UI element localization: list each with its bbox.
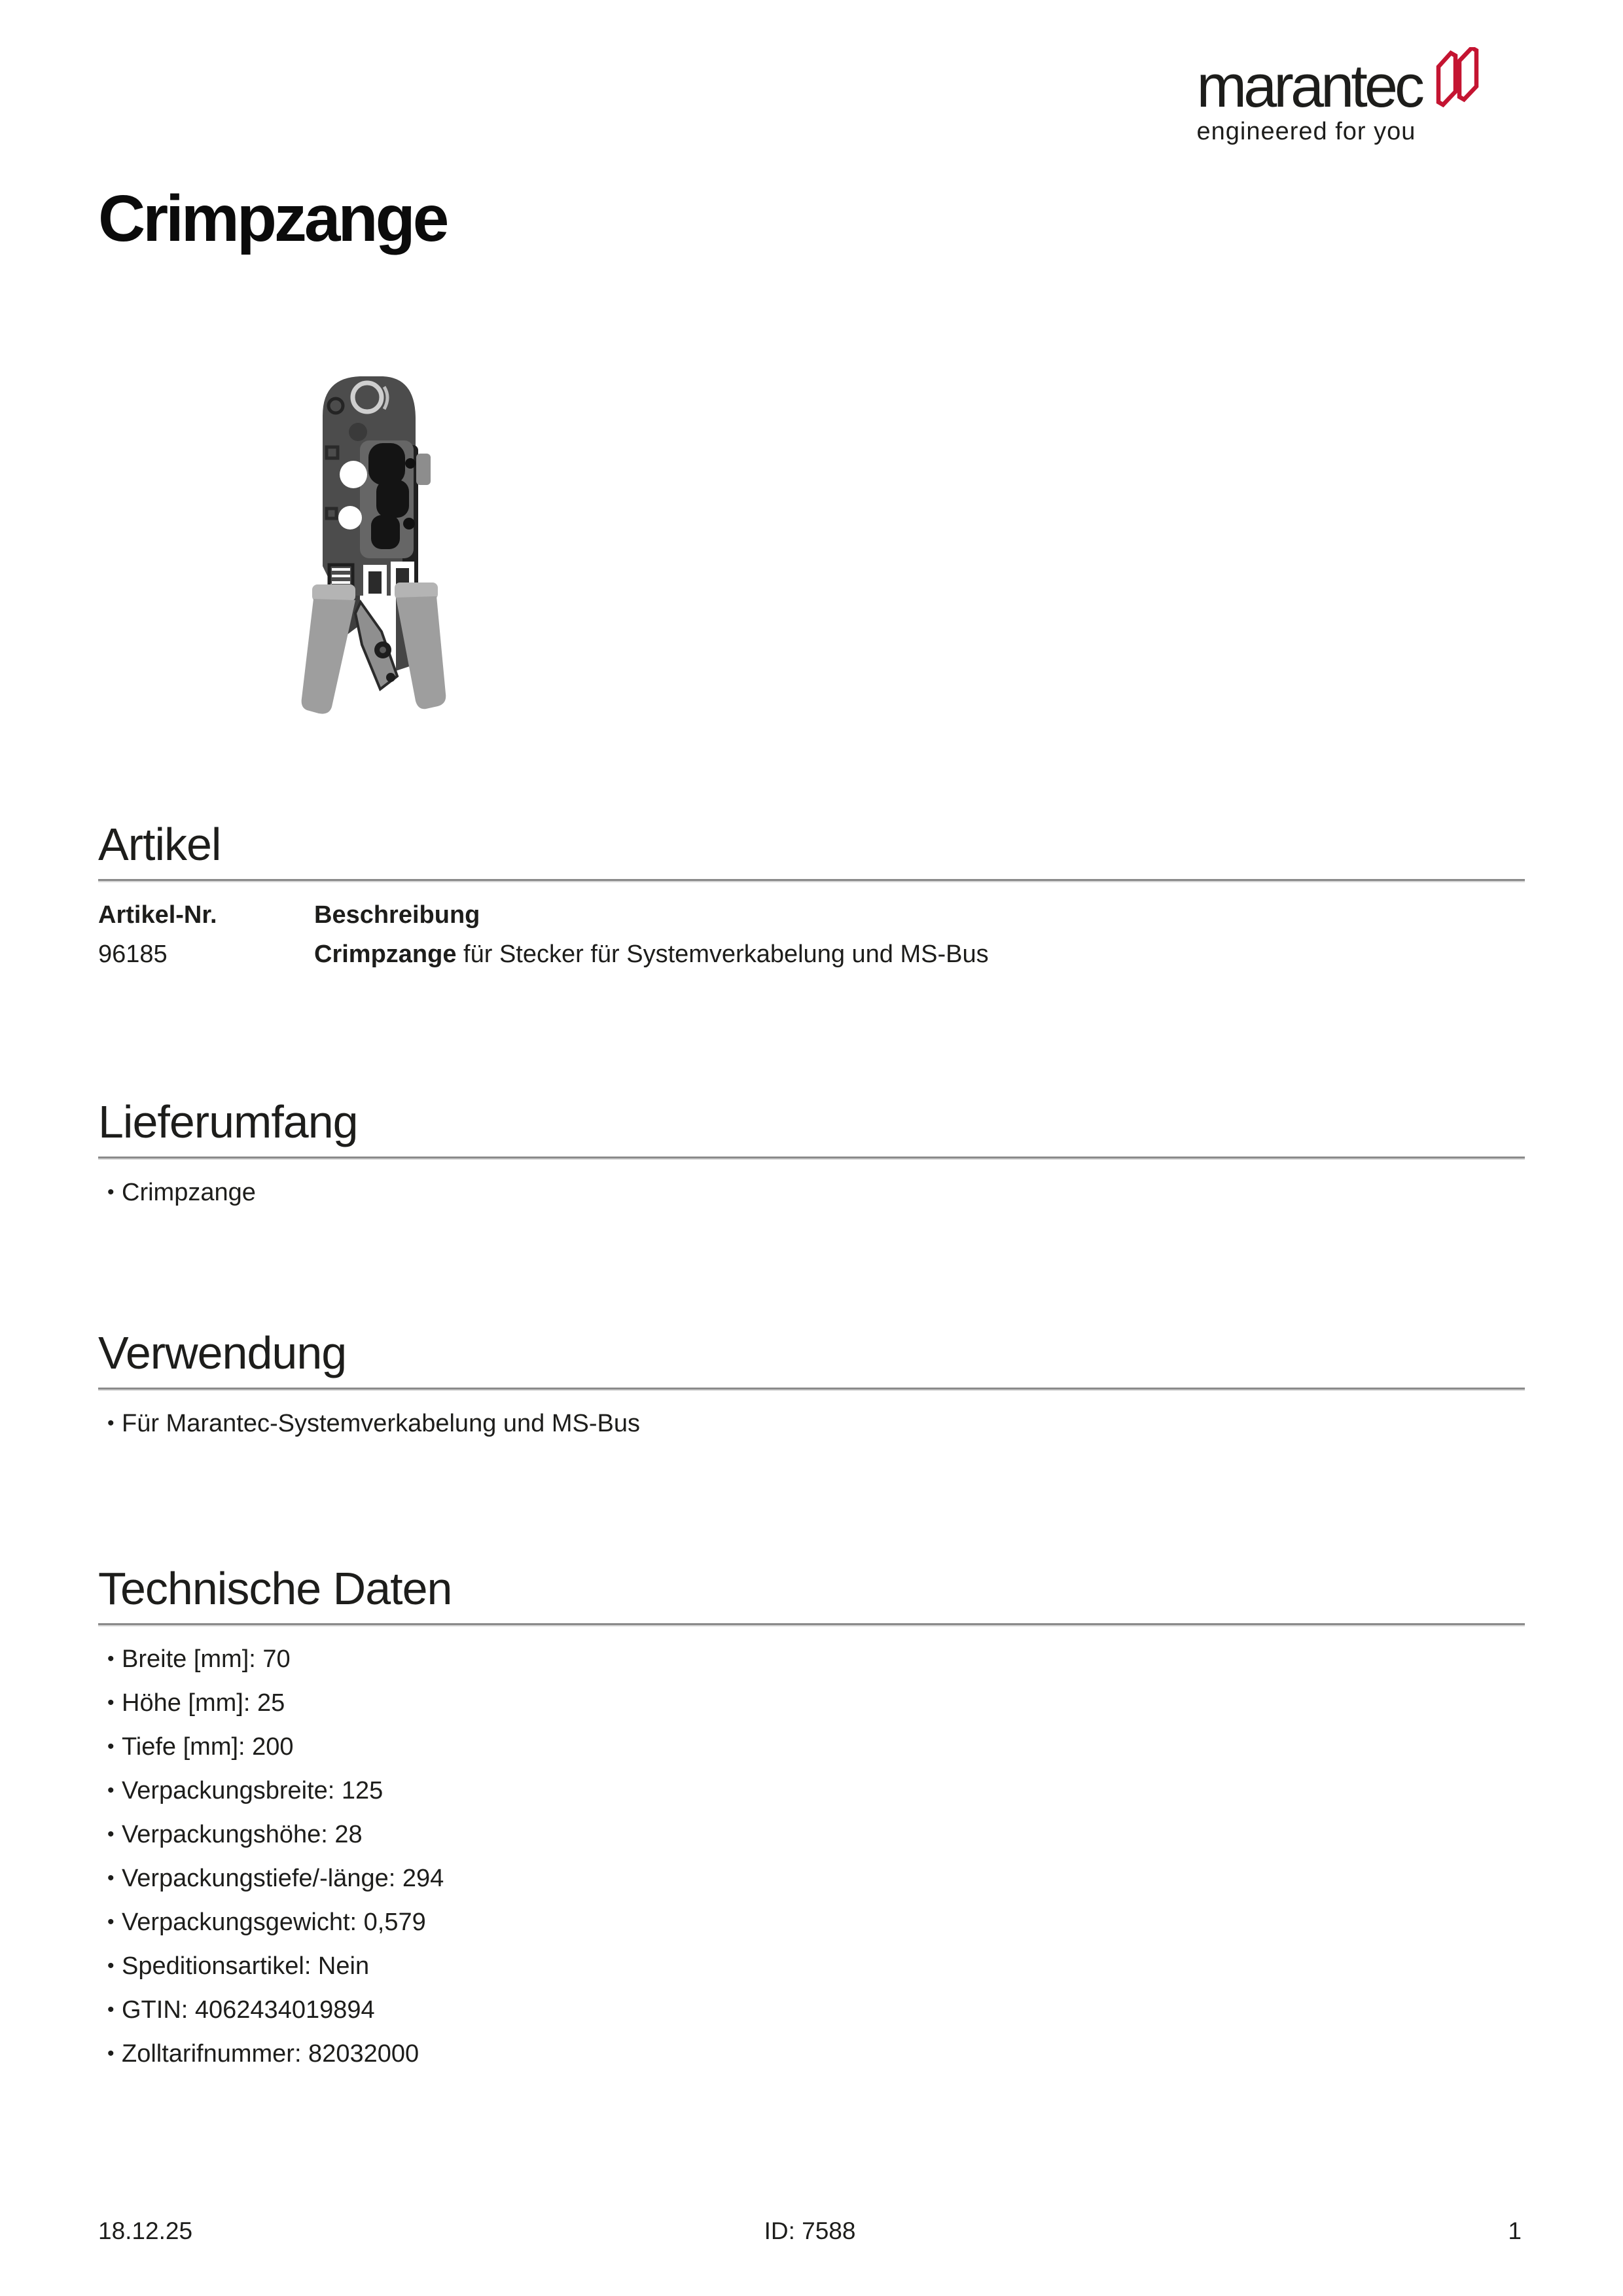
section-technische-daten-heading: Technische Daten [98, 1563, 452, 1614]
divider [98, 879, 1525, 881]
artikel-table-col2-header: Beschreibung [314, 901, 480, 929]
technische-daten-list [98, 1646, 1525, 2067]
bullet-icon: • [107, 1181, 115, 1203]
footer-date: 18.12.25 [98, 2217, 193, 2244]
list-item: • Zolltarifnummer: 82032000 [98, 2041, 1525, 2067]
section-artikel-heading: Artikel [98, 819, 221, 870]
section-verwendung-heading: Verwendung [98, 1327, 347, 1378]
bullet-icon: • [107, 1692, 115, 1713]
divider [98, 1623, 1525, 1625]
bullet-icon: • [107, 1999, 115, 2020]
beschreibung-cell [314, 941, 1525, 967]
list-item: • Verpackungsbreite: 125 [98, 1778, 1525, 1804]
list-item: • Verpackungsgewicht: 0,579 [98, 1909, 1525, 1935]
list-item: • Breite [mm]: 70 [98, 1646, 1525, 1672]
artikel-nr-cell: 96185 [98, 941, 168, 968]
bullet-icon: • [107, 1780, 115, 1801]
bullet-icon: • [107, 2043, 115, 2064]
bullet-icon: • [107, 1911, 115, 1933]
section-technische-daten [98, 1563, 1525, 2085]
list-item: • Verpackungstiefe/-länge: 294 [98, 1865, 1525, 1892]
footer-page-number: 1 [1508, 2217, 1522, 2244]
list-item: • Verpackungshöhe: 28 [98, 1821, 1525, 1848]
bullet-icon: • [107, 1412, 115, 1434]
brand-tagline: engineered for you [1196, 118, 1416, 145]
section-lieferumfang-heading: Lieferumfang [98, 1096, 358, 1147]
section-verwendung [98, 1327, 1525, 1437]
section-lieferumfang [98, 1096, 1525, 1206]
list-item: • Speditionsartikel: Nein [98, 1953, 1525, 1979]
list-item: • Für Marantec-Systemverkabelung und MS-Bus [98, 1410, 1525, 1437]
bullet-icon: • [107, 1867, 115, 1889]
brand-name: marantec [1196, 53, 1421, 120]
list-item: • GTIN: 4062434019894 [98, 1997, 1525, 2023]
list-item: • Tiefe [mm]: 200 [98, 1734, 1525, 1760]
product-image-crimp-tool [298, 370, 448, 717]
bullet-icon: • [107, 1648, 115, 1670]
artikel-table-col1-header: Artikel-Nr. [98, 901, 217, 929]
section-artikel [98, 821, 1525, 967]
divider [98, 1157, 1525, 1158]
lieferumfang-list [98, 1179, 1525, 1206]
beschreibung-rest: für Stecker für Systemverkabelung und MS-Bus [456, 941, 989, 968]
bullet-icon: • [107, 1736, 115, 1757]
bullet-icon: • [107, 1955, 115, 1977]
divider [98, 1388, 1525, 1390]
list-item: • Crimpzange [98, 1179, 1525, 1206]
beschreibung-product: Crimpzange [314, 941, 457, 968]
list-item: • Höhe [mm]: 25 [98, 1690, 1525, 1716]
verwendung-list [98, 1410, 1525, 1437]
marantec-logo [1196, 53, 1480, 145]
page-title: Crimpzange [98, 182, 447, 255]
artikel-table [98, 902, 1525, 967]
bullet-icon: • [107, 1823, 115, 1845]
marantec-door-panels-icon [1436, 47, 1479, 110]
logo-text [1196, 53, 1422, 145]
page-footer [98, 2217, 1522, 2245]
footer-doc-id: ID: 7588 [764, 2217, 856, 2244]
